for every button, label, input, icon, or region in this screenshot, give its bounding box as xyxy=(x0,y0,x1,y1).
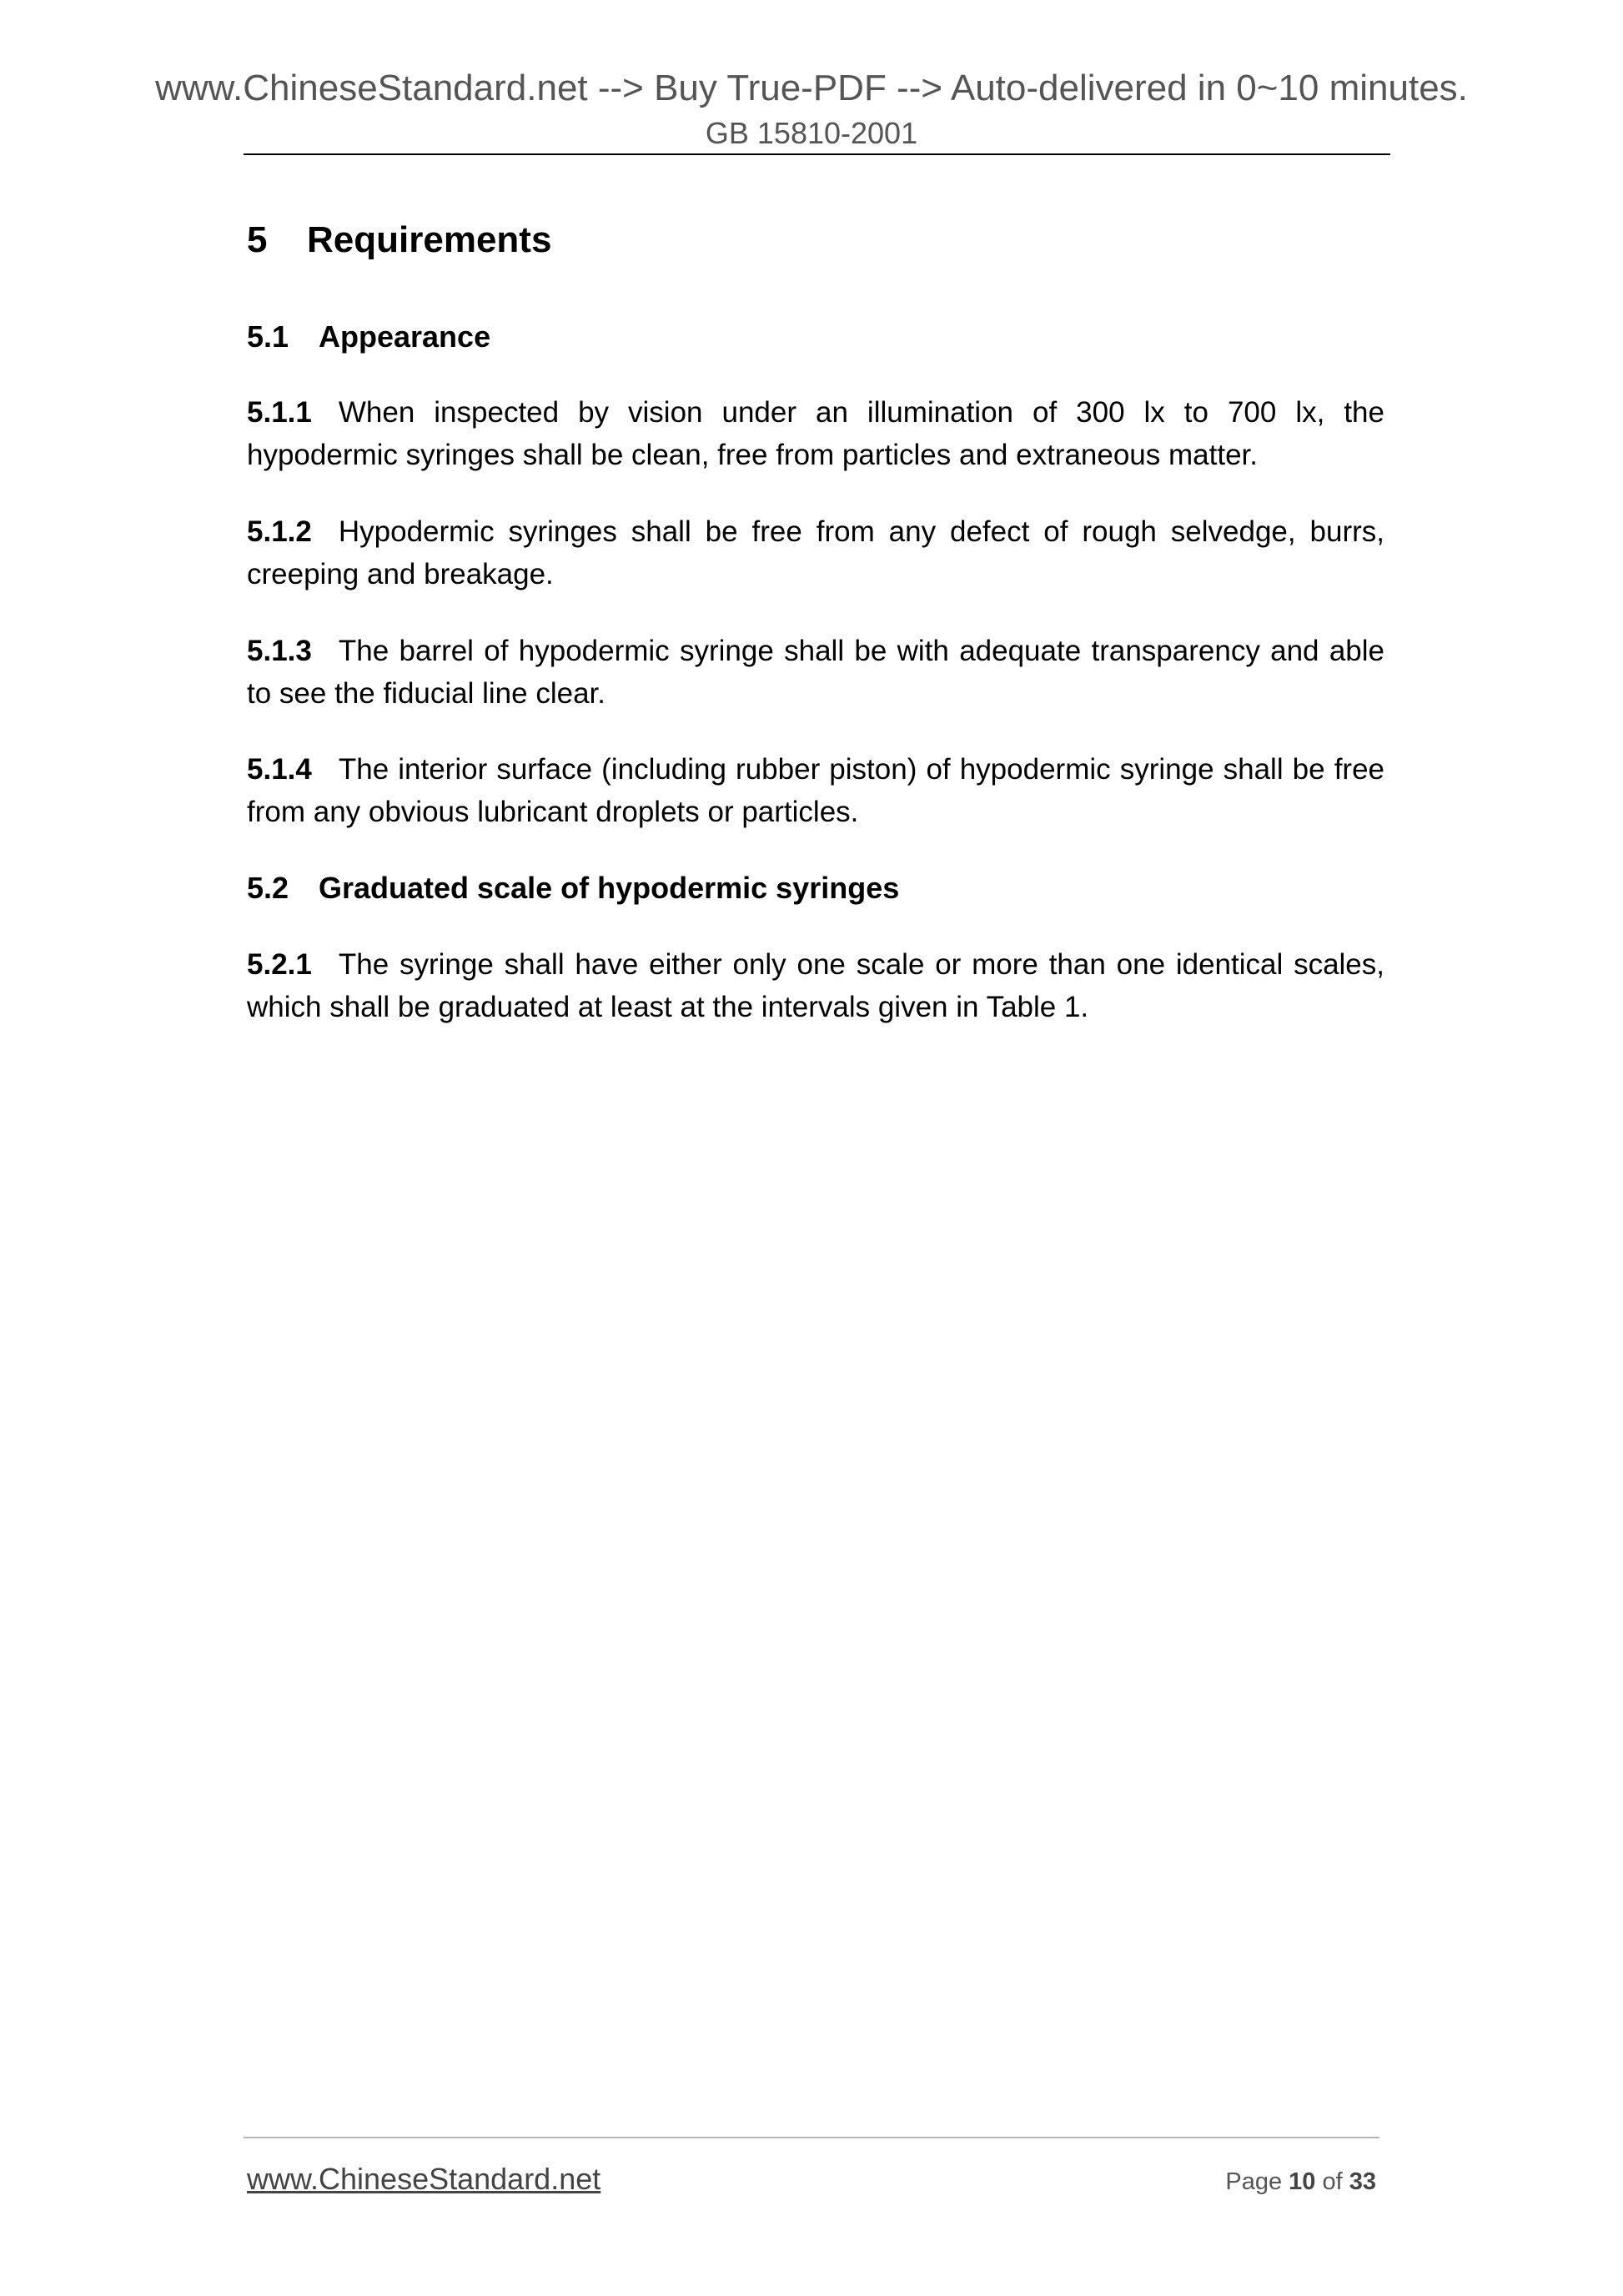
clause-text: The interior surface (including rubber piston) of hypodermic syringe shall be free from any obvious lubricant droplets or particles. xyxy=(247,753,1384,828)
clause-text: The syringe shall have either only one scale or more than one identical scales, which shall be graduated at least at the intervals given in Table 1. xyxy=(247,948,1384,1023)
clause-number: 5.1.4 xyxy=(247,753,312,786)
clause-text: Hypodermic syringes shall be free from any defect of rough selvedge, burrs, creeping and breakage. xyxy=(247,515,1384,590)
clause-number: 5.1.2 xyxy=(247,515,312,548)
page-of: of xyxy=(1322,2168,1343,2195)
clause-5-1-4 xyxy=(247,748,1384,833)
clause-5-1-2 xyxy=(247,510,1384,595)
subsection-title: Graduated scale of hypodermic syringes xyxy=(319,871,900,905)
subsection-number: 5.2 xyxy=(247,871,289,905)
clause-number: 5.1.1 xyxy=(247,396,312,429)
subsection-number: 5.1 xyxy=(247,319,289,354)
clause-number: 5.1.3 xyxy=(247,635,312,667)
footer-website-link[interactable]: www.ChineseStandard.net xyxy=(247,2162,601,2196)
clause-text: The barrel of hypodermic syringe shall be with adequate transparency and able to see the fiducial line clear. xyxy=(247,635,1384,710)
clause-number: 5.2.1 xyxy=(247,948,312,981)
clause-5-2-1 xyxy=(247,943,1384,1028)
page-current: 10 xyxy=(1289,2168,1316,2195)
header-banner: www.ChineseStandard.net --> Buy True-PDF --> Auto-delivered in 0~10 minutes. xyxy=(155,68,1468,108)
standard-code: GB 15810-2001 xyxy=(705,116,918,150)
subsection-heading-5-1 xyxy=(247,317,490,357)
page-indicator xyxy=(1225,2165,1376,2198)
footer-divider xyxy=(244,2137,1379,2138)
clause-5-1-1 xyxy=(247,391,1384,476)
subsection-title: Appearance xyxy=(319,319,491,354)
clause-5-1-3 xyxy=(247,630,1384,715)
section-title: Requirements xyxy=(307,219,552,260)
subsection-heading-5-2 xyxy=(247,868,899,908)
clause-text: When inspected by vision under an illumination of 300 lx to 700 lx, the hypodermic syringes shall be clean, free from particles and extraneous matter. xyxy=(247,396,1384,471)
section-heading xyxy=(247,215,551,265)
section-number: 5 xyxy=(247,219,268,260)
page-label: Page xyxy=(1225,2168,1283,2195)
page-total: 33 xyxy=(1349,2168,1376,2195)
header-divider xyxy=(244,153,1390,155)
